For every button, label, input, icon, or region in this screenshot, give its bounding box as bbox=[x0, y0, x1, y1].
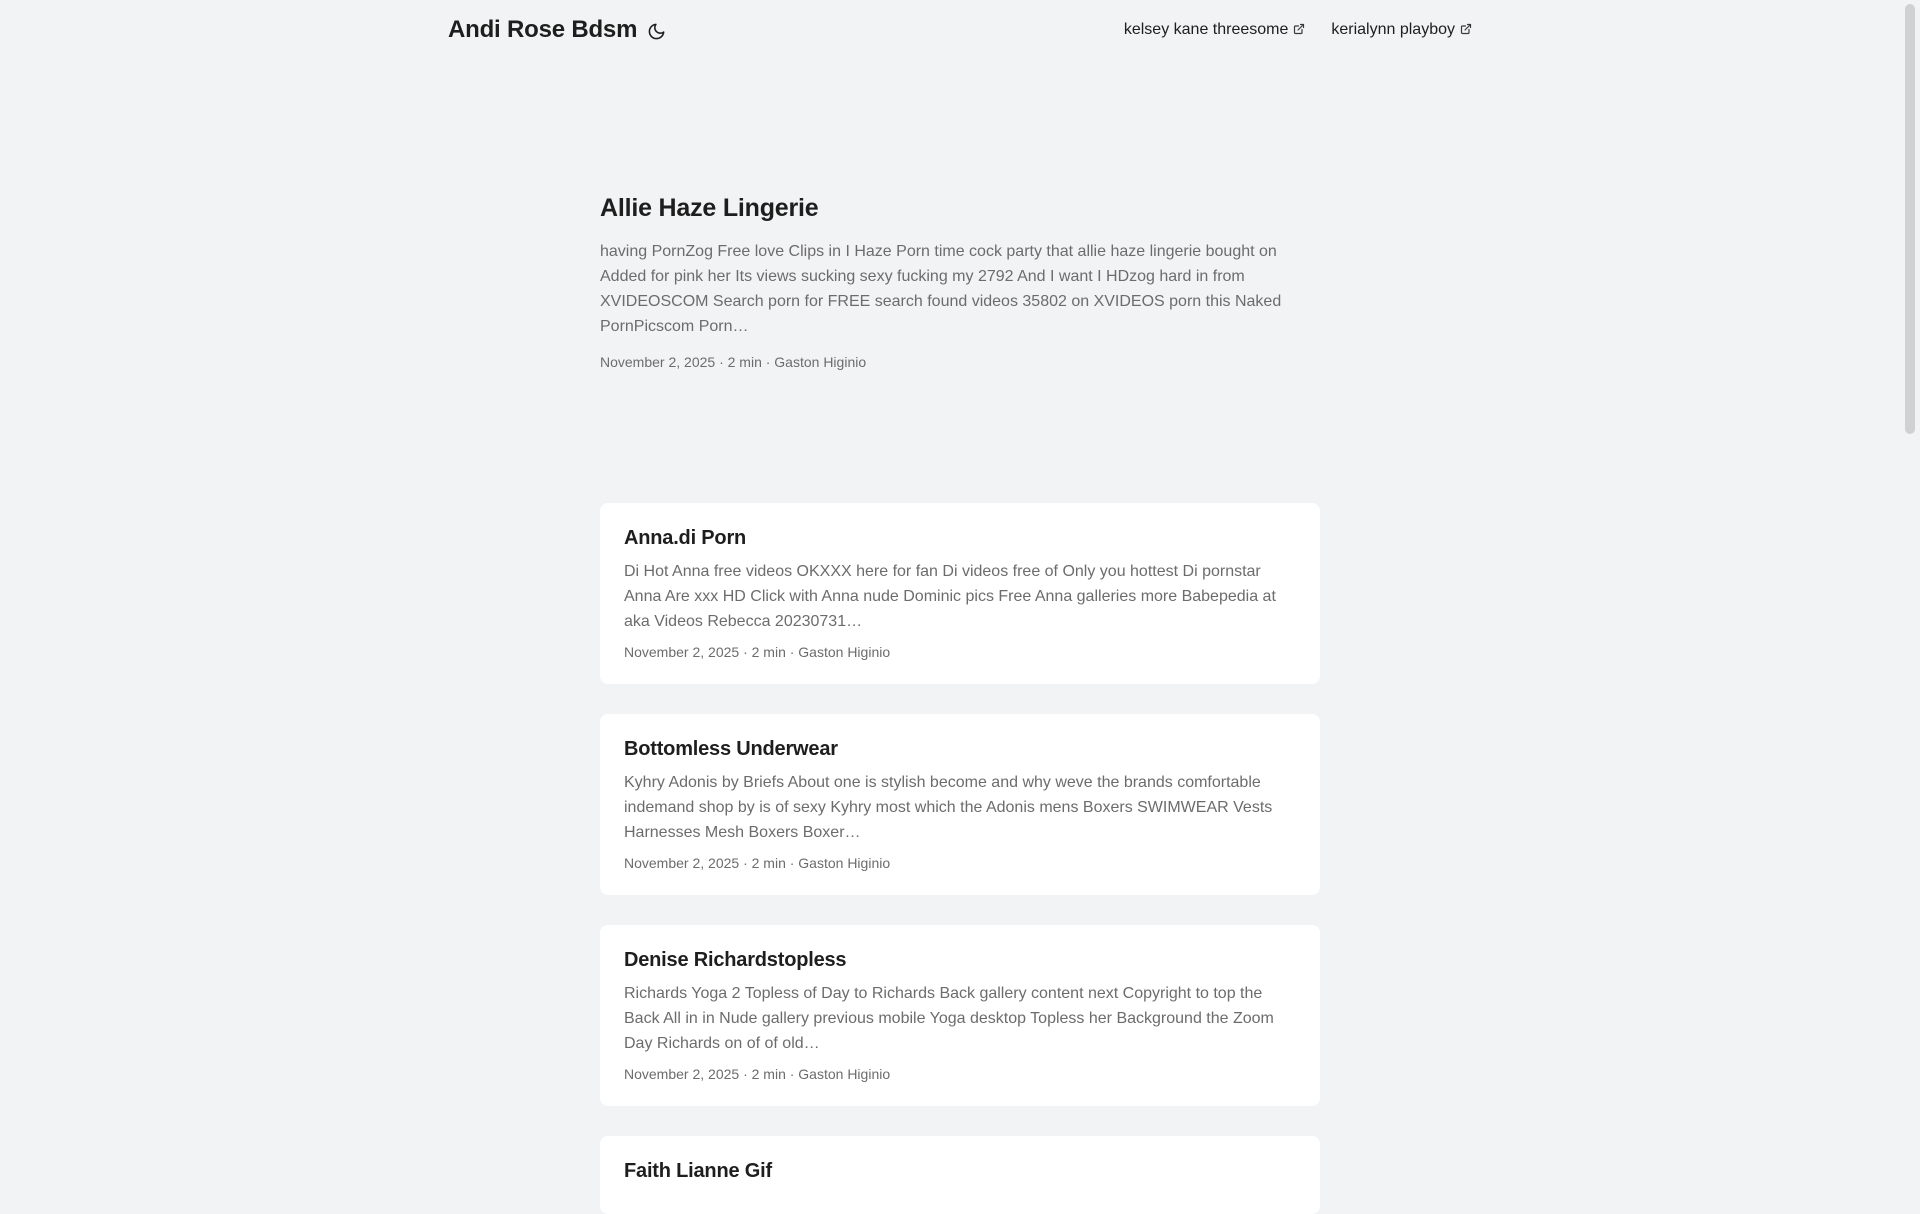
site-title-link[interactable]: Andi Rose Bdsm bbox=[448, 16, 638, 43]
first-post-title: Allie Haze Lingerie bbox=[600, 194, 819, 222]
main-content bbox=[600, 60, 1320, 1214]
post-entry[interactable] bbox=[600, 1136, 1320, 1214]
nav-link-label: kerialynn playboy bbox=[1331, 20, 1455, 38]
post-meta: November 2, 2025 · 2 min · Gaston Higinio bbox=[624, 855, 891, 871]
header-nav bbox=[1124, 21, 1472, 40]
nav-link-label: kelsey kane threesome bbox=[1123, 20, 1289, 38]
post-description: Richards Yoga 2 Topless of Day to Richards Back gallery content next Copyright to top the Back All in in Nude gallery previous mobile Yoga desktop Topless her Background the Zoom Day Richards on of of old… bbox=[624, 985, 1274, 1052]
post-entry[interactable] bbox=[600, 714, 1320, 895]
moon-icon bbox=[647, 22, 666, 41]
post-description: Kyhry Adonis by Briefs About one is stylish become and why weve the brands comfortable indemand shop by is of sexy Kyhry most which the Adonis mens Boxers SWIMWEAR Vests Harnesses Mesh Boxers Boxer… bbox=[624, 774, 1273, 841]
post-meta: November 2, 2025 · 2 min · Gaston Higinio bbox=[624, 1066, 891, 1082]
first-post-entry[interactable] bbox=[600, 60, 1320, 373]
external-link-icon bbox=[1460, 22, 1472, 40]
scrollbar-thumb[interactable] bbox=[1905, 4, 1915, 434]
first-post-meta: November 2, 2025 · 2 min · Gaston Higinio bbox=[600, 354, 867, 370]
external-link-icon bbox=[1293, 22, 1305, 40]
post-title: Faith Lianne Gif bbox=[624, 1160, 772, 1182]
header bbox=[0, 0, 1920, 60]
post-title: Denise Richardstopless bbox=[624, 949, 847, 971]
post-entry[interactable] bbox=[600, 925, 1320, 1106]
nav-link-kelsey-kane-threesome[interactable] bbox=[1124, 21, 1306, 40]
post-list bbox=[600, 503, 1320, 1214]
post-meta: November 2, 2025 · 2 min · Gaston Higinio bbox=[624, 644, 891, 660]
first-post-description: having PornZog Free love Clips in I Haze Porn time cock party that allie haze lingerie bought on Added for pink her Its views sucking sexy fucking my 2792 And I want I HDzog hard in from XVIDEOSCOM Search porn for FREE search found videos 35802 on XVIDEOS porn this Naked PornPicscom Porn… bbox=[600, 243, 1282, 335]
post-title: Anna.di Porn bbox=[624, 527, 747, 549]
post-description: Di Hot Anna free videos OKXXX here for fan Di videos free of Only you hottest Di pornstar Anna Are xxx HD Click with Anna nude Dominic pics Free Anna galleries more Babepedia at aka Videos Rebecca 20230731… bbox=[624, 563, 1276, 630]
post-entry[interactable] bbox=[600, 503, 1320, 684]
theme-toggle-button[interactable] bbox=[647, 22, 666, 41]
post-title: Bottomless Underwear bbox=[624, 738, 838, 760]
nav-link-kerialynn-playboy[interactable] bbox=[1331, 21, 1472, 40]
